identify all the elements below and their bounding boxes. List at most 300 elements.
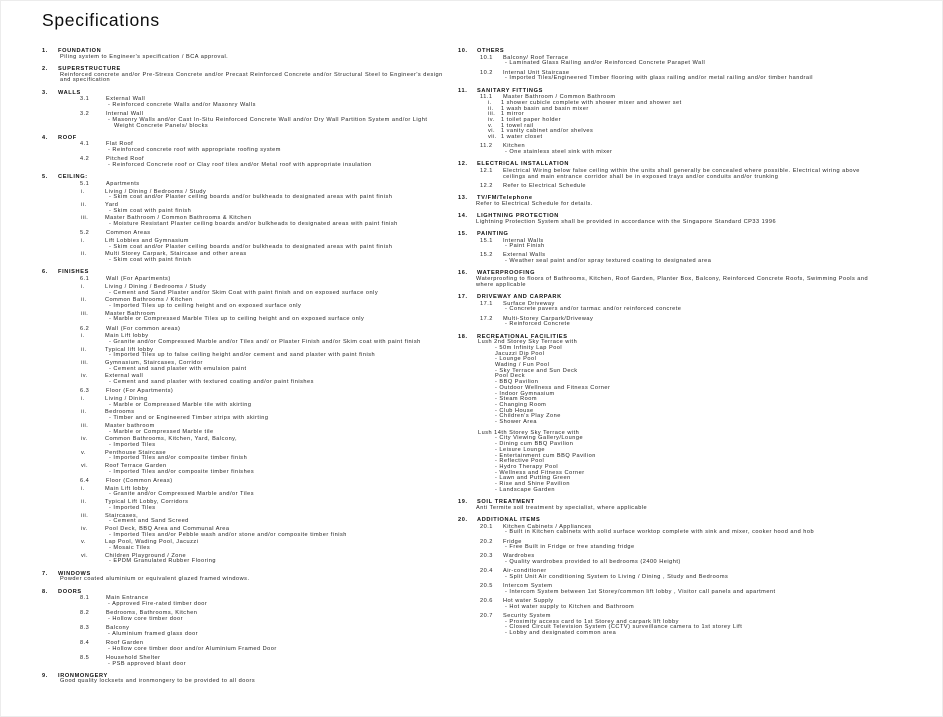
item-number: 3.1 [80,96,90,103]
section-number: 19. [458,499,468,505]
item-number: 20.2 [480,538,493,545]
spec-detail-line [42,632,446,638]
line-text: Living / Dining / Bedrooms / Study [105,283,207,290]
line-text: Refer to Electrical Schedule for details. [476,200,593,207]
spec-section [458,162,882,189]
line-text: - Masonry Walls and/or Cast In-Situ Reinforced Concrete Wall and/or Dry Wall Partition System and/or Light Weight Concrete Panels/ blocks [108,116,428,129]
section-title: RECREATIONAL FACILITIES [477,333,568,340]
line-text: Jacuzzi Dip Pool [495,350,545,357]
spec-section [458,232,882,265]
item-number: i. [81,333,85,340]
line-text: Anti Termite soil treatment by specialist, where applicable [476,504,648,511]
line-text: - Steam Room [495,396,538,403]
item-number: iv. [81,373,88,380]
spec-detail-line [42,209,446,215]
item-number: iv. [81,436,88,443]
section-number: 3. [42,89,48,96]
spec-section [42,67,446,84]
spec-detail-line [42,317,446,323]
line-text: Typical lift lobby [105,346,154,353]
line-text: - Cement and sand plaster with emulsion paint [109,365,247,372]
section-title: ELECTRICAL INSTALLATION [477,161,570,168]
section-title: ADDITIONAL ITEMS [477,516,541,523]
item-number: ii. [81,202,87,209]
section-title: SUPERSTRUCTURE [58,65,121,72]
spec-detail-line [42,195,446,201]
line-text: - Hydro Therapy Pool [495,463,559,470]
spec-detail-line [42,602,446,608]
line-text: Yard [105,202,119,209]
spec-paragraph [42,577,446,583]
line-text: 1 towel rail [501,122,534,129]
spec-subitem [42,389,446,395]
spec-detail-line [458,150,882,156]
line-text: Piling system to Engineer's specification / BCA approval. [60,53,229,60]
spec-detail-line [42,353,446,359]
line-text: 1 shower cubicle complete with shower mixer and shower set [501,99,682,106]
spec-detail-line [42,163,446,169]
line-text: Intercom System [503,583,553,590]
line-text: - Cement and sand plaster with textured coating and/or paint finishes [109,379,314,386]
line-text: - Changing Room [495,401,547,408]
item-number: ii. [81,297,87,304]
line-text: Household Shelter [106,654,161,661]
line-text: - Leisure Lounge [495,446,545,453]
line-text: Kitchen [503,143,526,150]
item-number: 10.1 [480,54,493,61]
spec-section [458,196,882,207]
section-title: PAINTING [477,230,509,237]
spec-detail-line [458,575,882,581]
spec-detail-line [42,367,446,373]
line-text: Powder coated aluminium or equivalent glazed framed windows. [60,576,250,583]
line-text: Main Entrance [106,595,149,602]
line-text: - 50m Infinity Lap Pool [495,344,563,351]
spec-detail-line [42,258,446,264]
spec-detail-line [42,340,446,346]
item-number: 12.1 [480,167,493,174]
section-heading [458,232,882,238]
line-text: - BBQ Pavilion [495,379,539,386]
section-heading [42,136,446,142]
line-text: 1 vanity cabinet and/or shelves [501,128,594,135]
line-text: - Timber and or Engineered Timber strips with skirting [109,415,269,422]
spec-subitem [42,479,446,485]
spec-detail-line [42,148,446,154]
line-text: 1 wash basin and basin mixer [501,105,589,112]
line-text: - Skim coat with paint finish [109,257,192,264]
spec-detail-line [42,662,446,668]
line-text: - Free Built in Fridge or free standing fridge [505,544,635,551]
section-title: LIGHTNING PROTECTION [477,212,559,219]
section-heading [42,270,446,276]
line-text: - Imported Tiles up to false ceiling height and/or cement and sand plaster with paint finish [109,352,376,359]
line-text: - Reinforced Concrete [505,321,571,328]
line-text: Surface Driveway [503,300,555,307]
line-text: Lap Pool, Wading Pool, Jacuzzi [105,539,199,546]
line-text: Common Areas [106,230,151,237]
section-number: 16. [458,270,468,277]
page-title: Specifications [42,10,160,30]
line-text: Master Bathroom [105,310,156,317]
spec-section [42,572,446,583]
item-number: ii. [81,346,87,353]
item-number: i. [81,283,85,290]
section-title: WALLS [58,89,81,96]
section-title: DRIVEWAY AND CARPARK [477,294,562,300]
item-number: vii. [488,134,497,141]
spec-subitem [42,231,446,237]
spec-detail-line [458,590,882,596]
line-text: Wading / Fun Pool [495,362,550,369]
spec-section [458,335,882,494]
line-text: - Imported Tiles/Engineered Timber flooring with glass railing and/or metal railing and/or timber handrail [505,75,813,82]
spec-detail-line [458,560,882,566]
line-text: - Paint Finish [505,243,545,250]
line-text: - EPDM Granulated Rubber Flooring [109,558,216,565]
section-title: FOUNDATION [58,48,102,54]
section-title: WINDOWS [58,570,91,577]
line-text: - Hollow core timber door [108,615,183,622]
line-text: Internal Wall [106,111,144,118]
line-text: 1 toilet paper holder [501,117,561,124]
line-text: Staircases, [105,512,139,519]
item-number: 5.2 [80,230,90,237]
spec-detail-line [458,605,882,611]
section-number: 7. [42,570,48,577]
item-number: 8.4 [80,639,90,646]
spec-section [42,175,446,264]
line-text: 1 mirror [501,111,525,118]
line-text: - City Viewing Gallery/Lounge [495,435,584,442]
spec-section [42,49,446,60]
line-text: Living / Dining / Bedrooms / Study [105,188,207,195]
item-number: 17.1 [480,300,493,307]
section-number: 20. [458,516,468,523]
item-number: i. [81,485,85,492]
line-text: External wall [105,373,144,380]
spec-section [42,270,446,565]
spec-paragraph [42,55,446,61]
item-number: 20.3 [480,553,493,560]
line-text: - Indoor Gymnasium [495,390,555,397]
spec-paragraph [458,506,882,512]
line-text: Lush 2nd Storey Sky Terrace with [478,339,578,346]
item-number: iii. [81,360,89,367]
line-text: - Imported Tiles and/or composite timber finish [109,455,248,462]
line-text: - Reinforced Concrete roof or Clay roof tiles and/or Metal roof with appropriate insulation [108,162,372,169]
section-title: ROOF [58,134,77,141]
line-text: - Granite and/or Compressed Marble and/or Tiles and/ or Plaster Finish and/or Skim coat with paint finish [109,338,421,345]
spec-detail-line [42,443,446,449]
spec-detail-line [42,403,446,409]
item-number: i. [488,99,492,106]
line-text: Lightning Protection System shall be provided in accordance with the Singapore Standard CP33 1996 [476,218,777,225]
line-text: Fridge [503,538,522,545]
item-number: iv. [488,117,495,124]
line-text: - PSB approved blast door [108,660,187,667]
line-text: - Imported Tiles [109,504,156,511]
item-number: 4.1 [80,141,90,148]
line-text: Kitchen Cabinets / Appliances [503,523,592,530]
section-number: 14. [458,212,468,219]
spec-section [458,214,882,225]
section-title: IRONMONGERY [58,672,108,679]
line-text: - Split Unit Air conditioning System to Living / Dining , Study and Bedrooms [505,574,729,581]
left-column [42,49,446,685]
line-text: Lush 14th Storey Sky Terrace with [478,429,580,436]
spec-detail-line [42,118,446,129]
section-number: 5. [42,174,48,181]
spec-roman-item [458,135,882,141]
line-text: Master Bathroom / Common Bathrooms & Kitchen [105,215,252,222]
item-number: v. [488,122,493,129]
spec-section [458,49,882,82]
line-text: Bedrooms [105,409,135,416]
section-number: 8. [42,588,48,595]
item-number: iii. [81,310,89,317]
spec-section [42,590,446,668]
spec-section [42,136,446,169]
line-text: Refer to Electrical Schedule [503,182,587,189]
line-text: - Dining cum BBQ Pavilion [495,441,574,448]
item-number: iii. [81,215,89,222]
item-number: 10.2 [480,69,493,76]
line-text: - Aluminium framed glass door [108,630,199,637]
item-number: 5.1 [80,180,90,187]
spec-detail-line [42,416,446,422]
item-number: 20.4 [480,568,493,575]
line-text: Electrical Wiring below false ceiling within the units shall generally be concealed where possible. Electrical wiring above ceilings and main entrance corridor shall be in exposed trays and/or conduits and/or trunking [503,167,860,180]
line-text: Hot water Supply [503,598,554,605]
spec-paragraph [458,202,882,208]
spec-detail-line [458,244,882,250]
section-number: 6. [42,269,48,276]
section-title: DOORS [58,588,82,595]
line-text: - Entertainment cum BBQ Pavilion [495,452,596,459]
line-text: - Proximity access card to 1st Storey and carpark lift lobby [505,618,679,625]
line-text: Pitched Roof [106,156,145,163]
spec-section [42,674,446,685]
line-text: - Lobby and designated common area [505,630,617,637]
section-number: 1. [42,48,48,54]
line-text: - Children's Play Zone [495,413,561,420]
spec-detail-line [42,222,446,228]
section-number: 12. [458,161,468,168]
section-number: 17. [458,294,468,300]
spec-detail-line [458,530,882,536]
line-text: Apartments [106,180,140,187]
item-number: ii. [488,105,494,112]
item-number: 15.2 [480,252,493,259]
line-text: Pool Deck [495,373,525,380]
line-text: Lift Lobbies and Gymnasium [105,238,189,245]
line-text: Typical Lift Lobby, Corridors [105,499,189,506]
line-text: - Lounge Pool [495,356,537,363]
section-title: OTHERS [477,48,505,54]
spec-section [458,295,882,328]
line-text: - Wellness and Fitness Corner [495,469,585,476]
spec-detail-line [42,617,446,623]
section-number: 2. [42,65,48,72]
line-text: - Imported Tiles [109,441,156,448]
line-text: Multi Storey Carpark, Staircase and other areas [105,251,247,258]
item-number: ii. [81,409,87,416]
spec-detail-line [42,304,446,310]
line-text: Waterproofing to floors of Bathrooms, Kitchen, Roof Garden, Planter Box, Balcony, Reinforced Concrete Roofs, Swimming Pools and where applicable [476,276,869,288]
spec-detail-line [42,533,446,539]
section-title: WATERPROOFING [477,270,536,277]
item-number: vi. [81,552,89,559]
line-text: Bedrooms, Bathrooms, Kitchen [106,610,198,617]
line-text: Living / Dining [105,396,148,403]
line-text: - Skim coat and/or Plaster ceiling boards and/or bulkheads to designated areas with paint finish [109,194,393,201]
line-text: Common Bathrooms / Kitchen [105,297,193,304]
line-text: Floor (For Apartments) [106,388,174,395]
spec-detail-line [42,103,446,109]
section-title: SANITARY FITTINGS [477,87,543,94]
line-text: - Rise and Shine Pavilion [495,481,570,488]
item-number: 20.1 [480,523,493,530]
line-text: Main Lift lobby [105,485,149,492]
section-heading [458,518,882,524]
section-title: FINISHES [58,269,89,276]
line-text: Flat Roof [106,141,134,148]
line-text: Penthouse Staircase [105,449,167,456]
line-text: - Imported Tiles up to ceiling height and on exposed surface only [109,302,302,309]
spec-section [42,91,446,130]
spec-detail-line [42,456,446,462]
line-text: Master Bathroom / Common Bathroom [503,94,616,101]
spec-paragraph [42,73,446,84]
section-number: 15. [458,230,468,237]
item-number: iii. [81,422,89,429]
item-number: 6.4 [80,477,90,484]
line-text: Good quality locksets and ironmongery to be provided to all doors [60,678,256,685]
line-text: - Reinforced concrete roof with appropriate roofing system [108,147,281,154]
line-text: Internal Walls [503,237,544,244]
right-column [458,49,882,637]
spec-paragraph [458,220,882,226]
line-text: - Closed Circuit Television System (CCTV) surveillance camera to 1st storey Lift [505,624,743,631]
item-number: 20.6 [480,598,493,605]
line-text: Children Playground / Zone [105,552,187,559]
spec-detail-line [42,380,446,386]
spec-detail-line [458,76,882,82]
line-text: - Moisture Resistant Plaster ceiling boards and/or bulkheads to designated areas with paint finish [109,221,398,228]
item-number: i. [81,396,85,403]
spec-section [458,89,882,156]
line-text: Air-conditioner [503,568,547,575]
item-number: vi. [488,128,496,135]
item-number: ii. [81,499,87,506]
item-number: 8.2 [80,610,90,617]
line-text: Main Lift lobby [105,333,149,340]
section-number: 13. [458,195,468,202]
line-text: - Intercom System between 1st Storey/common lift lobby , Visitor call panels and apartment [505,588,776,595]
line-text: - Outdoor Wellness and Fitness Corner [495,384,611,391]
line-text: Wardrobes [503,553,535,560]
line-text: Balcony [106,625,130,632]
line-text: Reinforced concrete and/or Pre-Stress Concrete and/or Precast Reinforced Concrete and/or Structural Steel to Engineer's design and specification [60,71,443,84]
line-text: - Granite and/or Compressed Marble and/or Tiles [109,491,255,498]
line-text: Pool Deck, BBQ Area and Communal Area [105,525,230,532]
line-text: Security System [503,613,551,620]
line-text: - Sky Terrace and Sun Deck [495,367,578,374]
line-text: Gymnasium, Staircases, Corridor [105,360,203,367]
facility-list-item [458,488,882,494]
spec-subitem [458,169,882,180]
facility-list-item [458,420,882,426]
section-number: 11. [458,87,468,94]
section-title: SOIL TREATMENT [477,499,535,505]
line-text: - Mosaic Tiles [109,545,151,552]
section-title: TV/FM/Telephone [477,195,533,202]
spec-detail-line [42,546,446,552]
section-number: 9. [42,672,48,679]
line-text: - Shower Area [495,419,537,426]
spec-section [458,271,882,288]
line-text: Multi-Storey Carpark/Driveway [503,315,594,322]
line-text: - Skim coat and/or Plaster ceiling boards and/or bulkheads to designated areas with paint finish [109,243,393,250]
spec-paragraph [458,277,882,288]
section-heading [458,295,882,301]
section-heading [42,175,446,181]
line-text: Wall (For Apartments) [106,276,171,283]
item-number: 6.2 [80,325,90,332]
line-text: - Club House [495,407,534,414]
spec-detail-line [42,559,446,565]
line-text: - Quality wardrobes provided to all bedrooms (2400 Height) [505,559,681,566]
item-number: 8.5 [80,654,90,661]
spec-detail-line [42,492,446,498]
spec-subitem [458,184,882,190]
line-text: - Cement and Sand Plaster and/or Skim Coat with paint finish and on exposed surface only [109,289,379,296]
item-number: 4.2 [80,156,90,163]
spec-detail-line [458,322,882,328]
spec-detail-line [42,519,446,525]
line-text: - Concrete pavers and/or tarmac and/or reinforced concrete [505,306,682,313]
spec-detail-line [458,631,882,637]
item-number: 17.2 [480,315,493,322]
spec-detail-line [42,430,446,436]
line-text: - Reinforced concrete Walls and/or Masonry Walls [108,101,256,108]
line-text: - Hot water supply to Kitchen and Bathroom [505,603,635,610]
line-text: - Marble or Compressed Marble Tiles up to ceiling height and on exposed surface only [109,316,365,323]
item-number: iii. [488,111,496,118]
spec-paragraph [42,679,446,685]
spec-subitem [42,277,446,283]
line-text: - Skim coat with paint finish [109,207,192,214]
line-text: 1 water closet [501,134,543,141]
spec-detail-line [458,259,882,265]
item-number: 8.1 [80,595,90,602]
section-heading [458,49,882,55]
item-number: 6.3 [80,388,90,395]
item-number: i. [81,188,85,195]
item-number: 15.1 [480,237,493,244]
item-number: v. [81,449,86,456]
line-text: - Hollow core timber door and/or Aluminium Framed Door [108,645,277,652]
spec-detail-line [458,61,882,67]
line-text: Roof Terrace Garden [105,463,167,470]
item-number: 6.1 [80,276,90,283]
section-number: 10. [458,48,468,54]
line-text: Wall (For common areas) [106,325,181,332]
line-text: Master bathroom [105,422,155,429]
line-text: - Imported Tiles and/or Pebble wash and/or stone and/or composite timber finish [109,531,347,538]
line-text: - Built in Kitchen cabinets with solid surface worktop complete with sink and mixer, cooker hood and hob [505,529,815,536]
